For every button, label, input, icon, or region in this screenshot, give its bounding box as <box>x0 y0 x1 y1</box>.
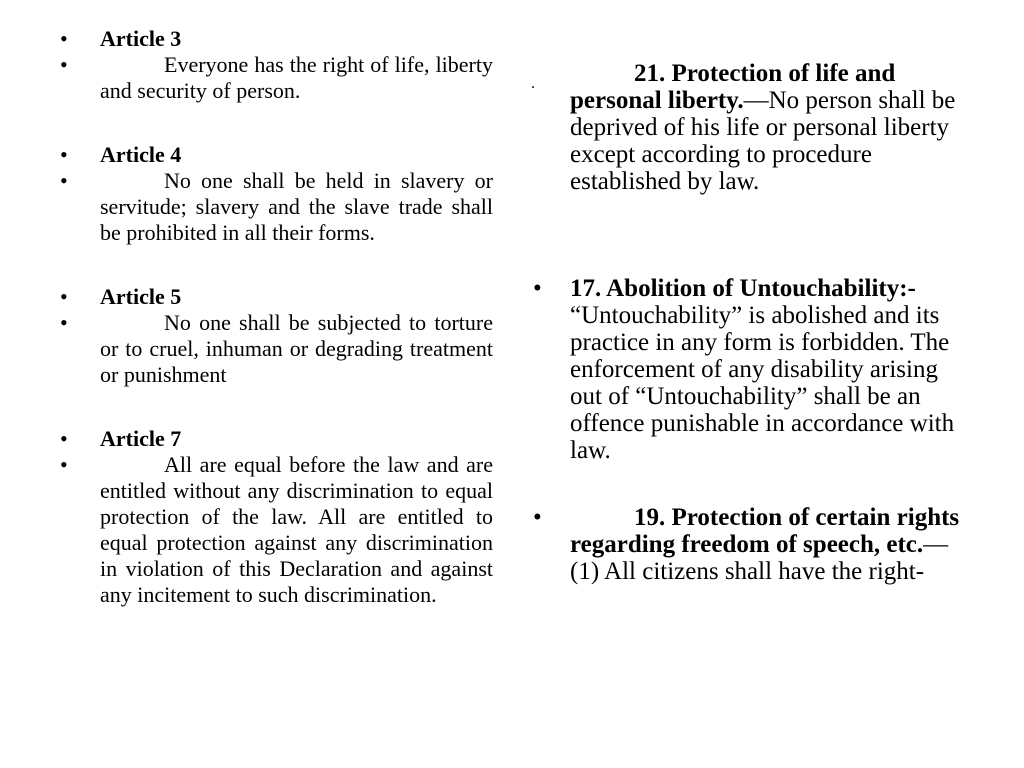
section-19 <box>531 504 971 585</box>
article-text: No one shall be subjected to torture or to cruel, inhuman or degrading treatment or punishment <box>100 310 493 387</box>
article-heading: Article 7 <box>100 426 182 451</box>
bullet-icon: • <box>60 284 68 309</box>
bullet-icon: • <box>60 26 68 51</box>
article-7-text <box>57 452 493 608</box>
bullet-icon: • <box>60 52 68 77</box>
article-5-text <box>57 310 493 388</box>
bullet-icon: • <box>60 310 68 335</box>
article-4-text <box>57 168 493 246</box>
section-heading: 21. Protection of life and personal liberty. <box>570 60 896 114</box>
article-text: Everyone has the right of life, liberty and security of person. <box>100 52 493 103</box>
bullet-icon: • <box>533 275 542 302</box>
section-text: —(1) All citizens shall have the right- <box>570 531 949 585</box>
article-5-heading <box>57 284 493 310</box>
right-column <box>531 60 971 585</box>
bullet-icon: • <box>60 142 68 167</box>
article-heading: Article 3 <box>100 26 182 51</box>
section-text: “Untouchability” is abolished and its practice in any form is forbidden. The enforcement of any disability arising out of “Untouchability” shall be an offence punishable in accordance with law. <box>570 302 955 464</box>
section-heading: 17. Abolition of Untouchability:- <box>570 275 916 302</box>
left-column <box>57 26 493 608</box>
section-text: —No person shall be deprived of his life or personal liberty except according to procedure established by law. <box>570 87 956 195</box>
article-7-heading <box>57 426 493 452</box>
bullet-icon: • <box>60 426 68 451</box>
article-text: No one shall be held in slavery or servitude; slavery and the slave trade shall be prohibited in all their forms. <box>100 168 493 245</box>
article-heading: Article 5 <box>100 284 182 309</box>
bullet-icon: • <box>60 452 68 477</box>
article-heading: Article 4 <box>100 142 182 167</box>
article-3-heading <box>57 26 493 52</box>
article-3-text <box>57 52 493 104</box>
article-text: All are equal before the law and are entitled without any discrimination to equal protection of the law. All are entitled to equal protection against any discrimination in violation of this Declaration and against any incitement to such discrimination. <box>100 452 493 607</box>
article-4-heading <box>57 142 493 168</box>
bullet-icon: • <box>60 168 68 193</box>
dot-marker: . <box>531 75 535 92</box>
section-heading: 19. Protection of certain rights regarding freedom of speech, etc. <box>570 504 960 558</box>
section-17 <box>531 275 971 464</box>
section-21 <box>531 60 971 195</box>
bullet-icon: • <box>533 504 542 531</box>
